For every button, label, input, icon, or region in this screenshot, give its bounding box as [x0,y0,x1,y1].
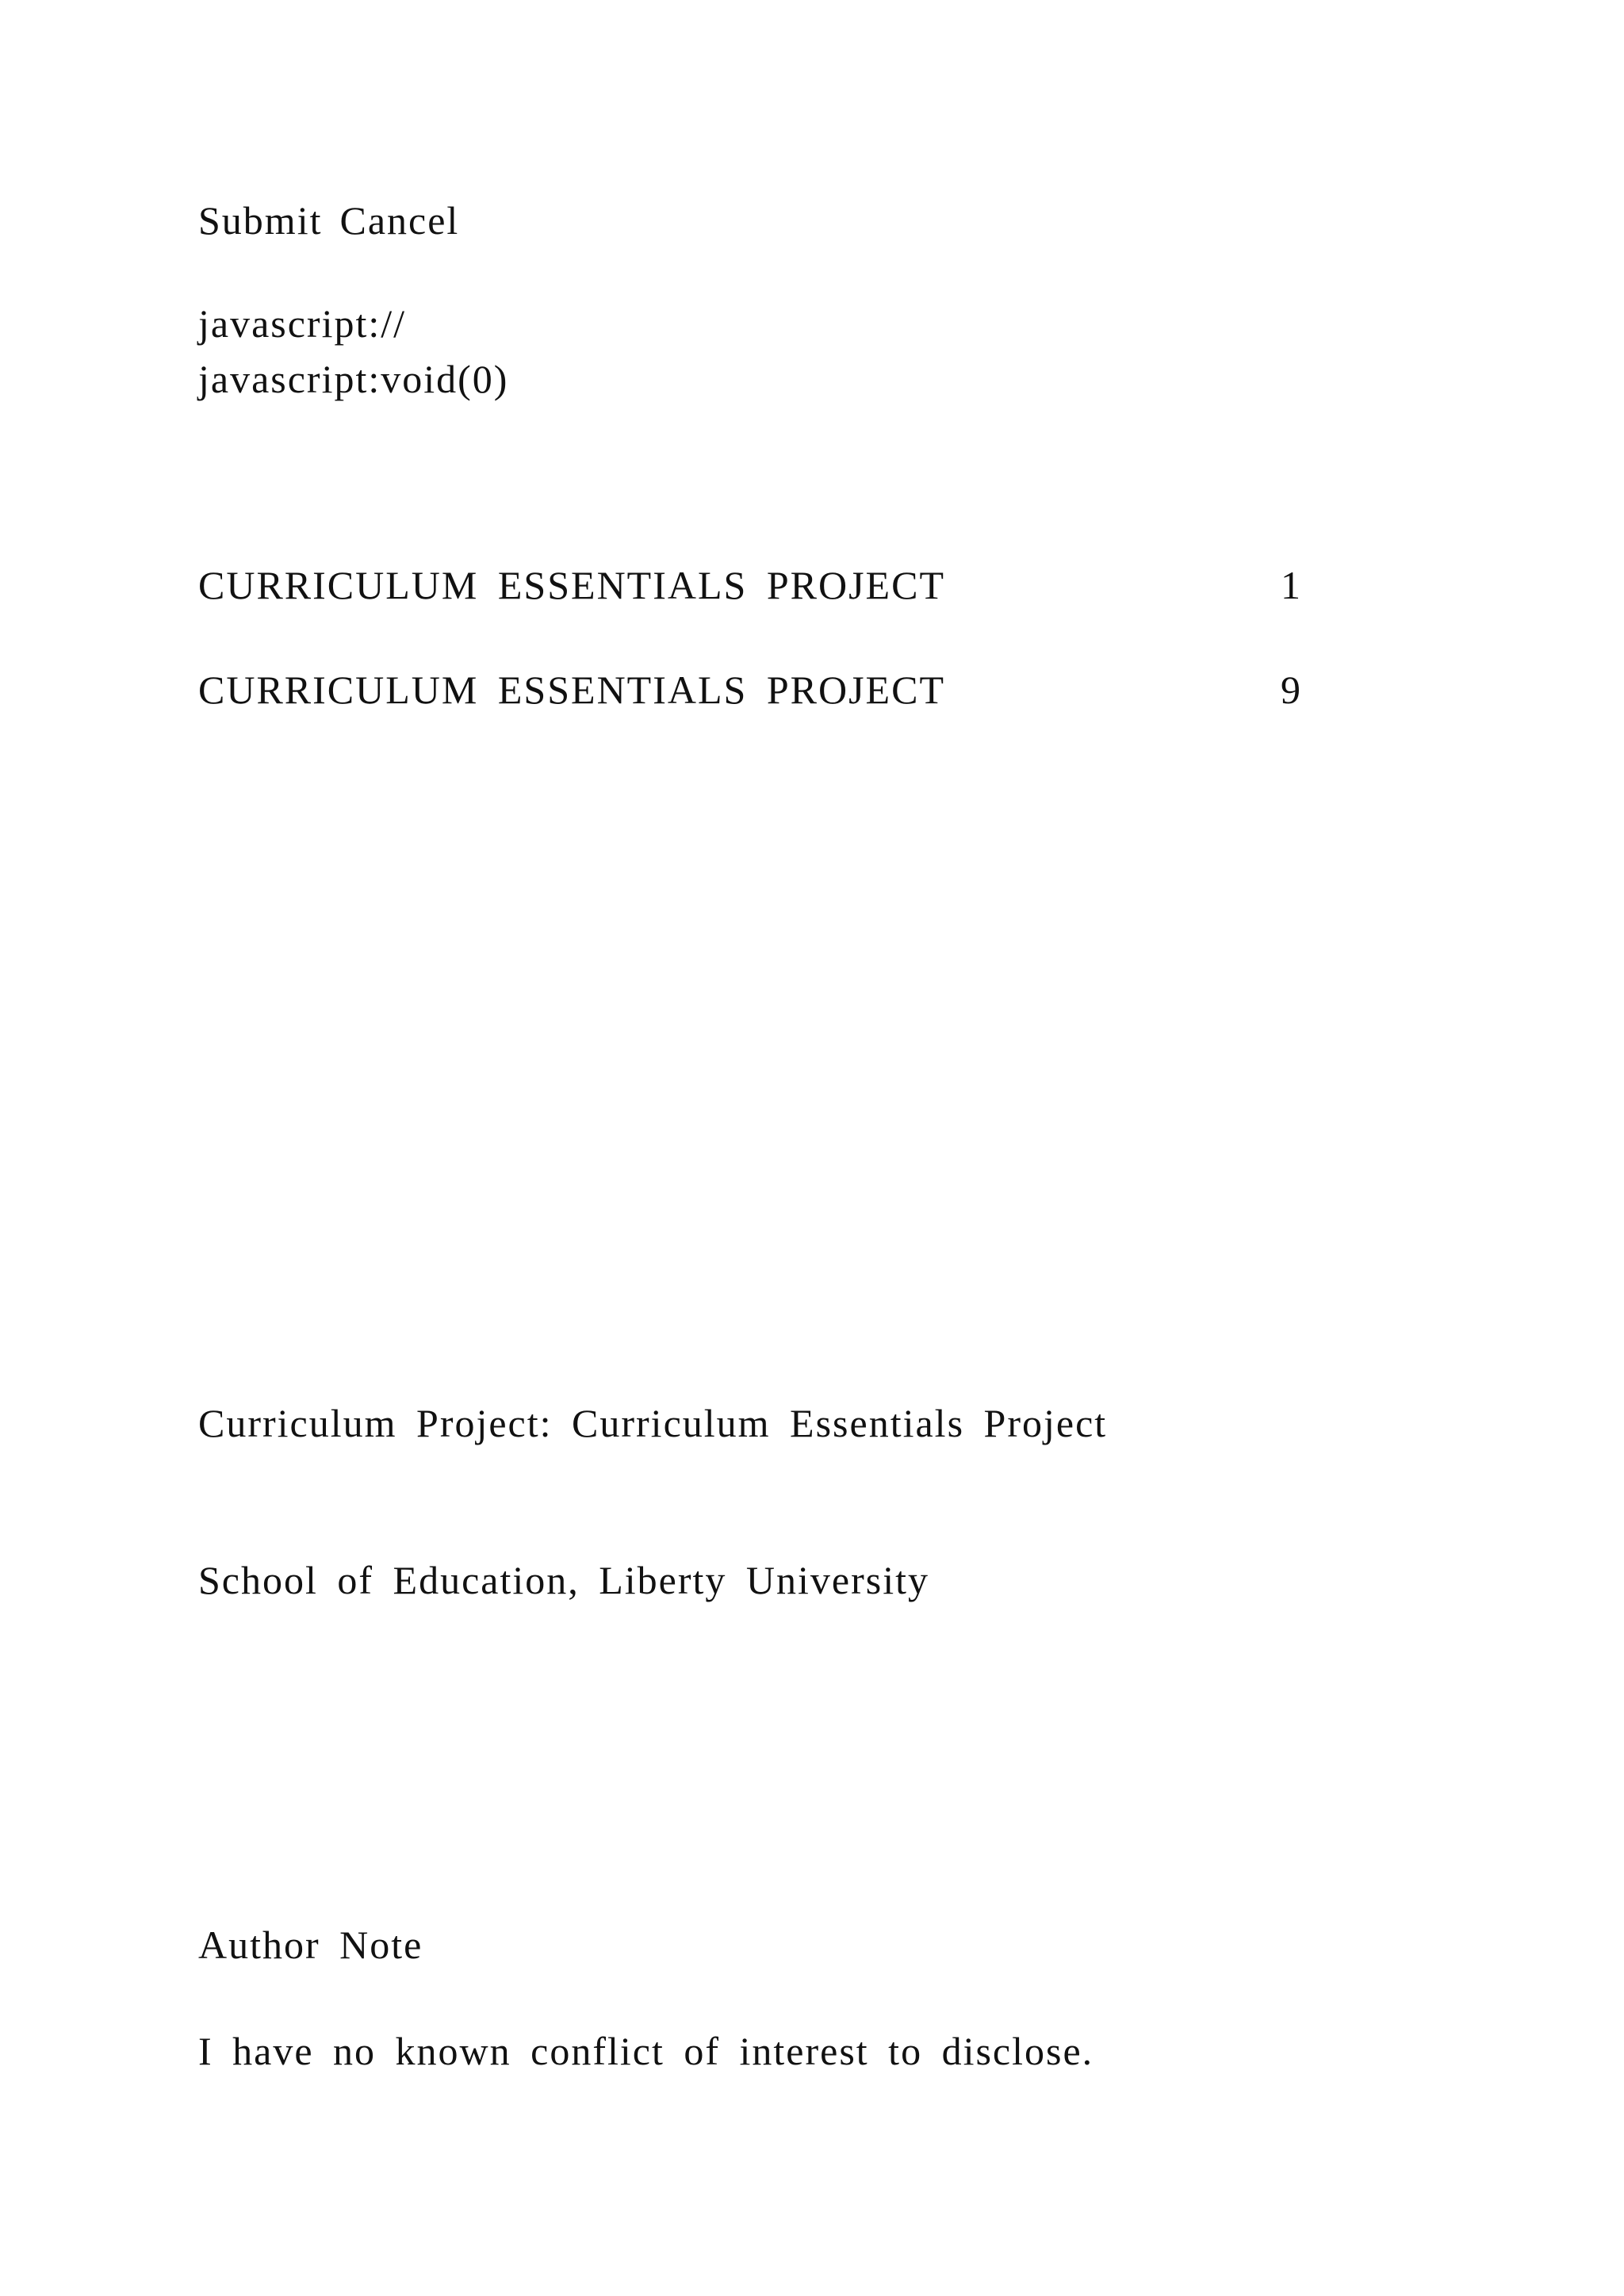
running-head-1 [198,561,1308,609]
cancel-link[interactable]: Cancel [339,198,460,243]
javascript-link-1[interactable]: javascript:// [198,301,407,346]
running-head-title: CURRICULUM ESSENTIALS PROJECT [198,668,945,712]
paper-title: Curriculum Project: Curriculum Essentials Project [198,1401,1108,1445]
page-number: 1 [1281,563,1302,607]
submit-link[interactable]: Submit [198,198,323,243]
page-number: 9 [1281,668,1302,712]
author-note-text: I have no known conflict of interest to disclose. [198,2029,1094,2073]
author-note-heading: Author Note [198,1923,423,1967]
javascript-link-2[interactable]: javascript:void(0) [198,357,509,401]
running-head-title: CURRICULUM ESSENTIALS PROJECT [198,563,945,607]
form-actions [198,197,459,244]
running-head-2 [198,666,1308,714]
affiliation: School of Education, Liberty University [198,1558,930,1602]
